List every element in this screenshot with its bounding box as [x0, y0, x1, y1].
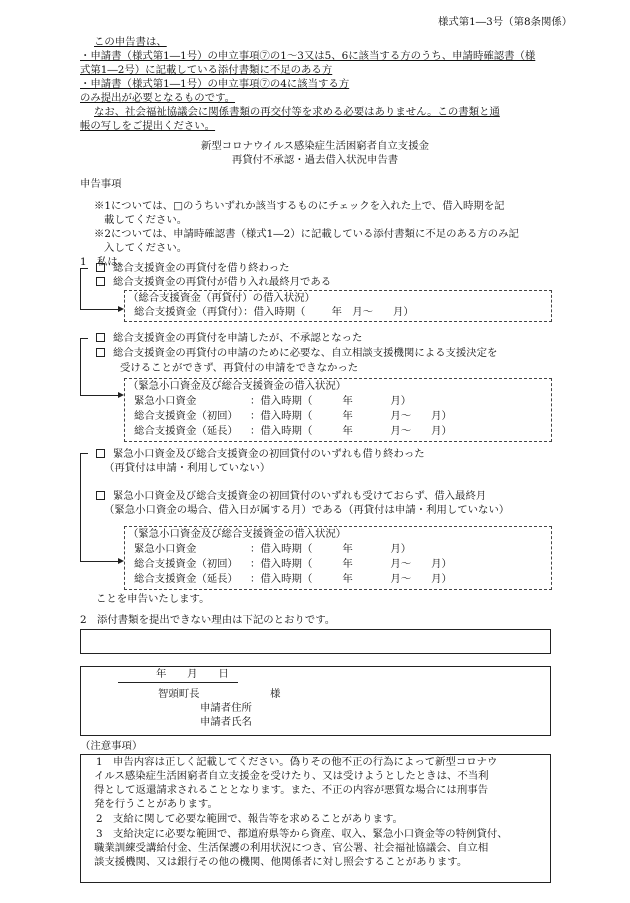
- applicant-name-label: 申請者氏名: [200, 716, 252, 728]
- note-2-cont: 入してください。: [104, 242, 188, 254]
- bracket-line: [80, 453, 81, 562]
- item-2-label: 2 添付書類を提出できない理由は下記のとおりです。: [80, 614, 336, 626]
- checkbox[interactable]: [96, 333, 105, 342]
- loan-row: 総合支援資金（初回） ：借入時期（ 年 月～ 月）: [134, 558, 452, 570]
- section-heading: 申告事項: [80, 178, 122, 190]
- document-subtitle: 再貸付不承認・過去借入状況申告書: [231, 154, 399, 166]
- option-label: 総合支援資金の再貸付を申請したが、不承認となった: [113, 332, 363, 344]
- note-1-cont: 載してください。: [104, 214, 188, 226]
- addressee: 智頭町長: [158, 688, 200, 700]
- note-1: ※1については、□のうちいずれか該当するものにチェックを入れた上で、借入時期を記: [94, 200, 505, 212]
- box-title: （総合支援資金（再貸付）の借入状況）: [128, 292, 316, 304]
- checkbox[interactable]: [96, 263, 105, 272]
- document-title: 新型コロナウイルス感染症生活困窮者自立支援金: [201, 140, 429, 152]
- loan-row: 総合支援資金（初回） ：借入時期（ 年 月～ 月）: [134, 410, 452, 422]
- intro-line: この申告書は、: [94, 36, 167, 48]
- loan-row: 総合支援資金（再貸付）：借入時期（ 年 月～ 月）: [134, 306, 414, 318]
- bracket-line: [80, 453, 88, 454]
- option-label: 総合支援資金の再貸付の申請のために必要な、自立相談支援機関による支援決定を: [113, 347, 498, 359]
- caution-line: 3 支給決定に必要な範囲で、都道府県等から資産、収入、緊急小口資金等の特例貸付、: [96, 828, 508, 840]
- signature-box: [80, 666, 551, 736]
- bracket-line: [80, 561, 118, 562]
- option-label-cont: （再貸付は申請・利用していない）: [104, 462, 271, 474]
- option-row[interactable]: [96, 448, 425, 462]
- intro-line: 式第1―2号）に記載している添付書類に不足のある方: [80, 64, 333, 76]
- option-row[interactable]: [96, 332, 362, 346]
- addressee-suffix: 様: [270, 688, 281, 700]
- caution-line: 発を行うことがあります。: [94, 798, 218, 810]
- bracket-line: [80, 268, 81, 310]
- intro-line: なお、社会福祉協議会に関係書類の再交付等を求める必要はありません。この書類と通: [94, 106, 500, 118]
- option-label-cont: （緊急小口資金の場合、借入日が属する月）である（再貸付は申請・利用していない）: [104, 504, 510, 516]
- intro-line: 帳の写しをご提出ください。: [80, 120, 216, 132]
- option-row[interactable]: [96, 490, 486, 504]
- option-row[interactable]: [96, 276, 331, 290]
- option-row[interactable]: [96, 347, 497, 361]
- bracket-line: [80, 309, 118, 310]
- option-label: 緊急小口資金及び総合支援資金の初回貸付のいずれも借り終わった: [113, 448, 425, 460]
- caution-line: 職業訓練受講給付金、生活保護の利用状況につき、官公署、社会福祉協議会、自立相: [94, 842, 489, 854]
- option-label: 総合支援資金の再貸付が借り入れ最終月である: [113, 276, 332, 288]
- checkbox[interactable]: [96, 277, 105, 286]
- caution-heading: （注意事項）: [80, 740, 143, 752]
- loan-row: 緊急小口資金 ：借入時期（ 年 月）: [134, 395, 412, 407]
- form-number: 様式第1―3号（第8条関係）: [438, 16, 573, 28]
- bracket-line: [80, 338, 81, 396]
- applicant-address-label: 申請者住所: [200, 702, 252, 714]
- caution-line: イルス感染症生活困窮者自立支援金を受けたり、又は受けようとしたときは、不当利: [94, 770, 489, 782]
- date-field[interactable]: 年 月 日: [156, 668, 229, 680]
- checkbox[interactable]: [96, 348, 105, 357]
- bracket-line: [80, 268, 88, 269]
- bracket-line: [80, 338, 88, 339]
- caution-line: 2 支給に関して必要な範囲で、報告等を求めることがあります。: [96, 813, 403, 825]
- intro-line: ・申請書（様式第1―1号）の申立事項⑦の1～3又は5、6に該当する方のうち、申請時確認書（様: [80, 50, 536, 62]
- loan-row: 総合支援資金（延長） ：借入時期（ 年 月～ 月）: [134, 425, 452, 437]
- option-label: 緊急小口資金及び総合支援資金の初回貸付のいずれも受けておらず、借入最終月: [113, 490, 487, 502]
- note-2: ※2については、申請時確認書（様式1―2）に記載している添付書類に不足のある方のみ記: [94, 228, 519, 240]
- checkbox[interactable]: [96, 491, 105, 500]
- option-row[interactable]: [96, 262, 290, 276]
- option-label-cont: 受けることができず、再貸付の申請をできなかった: [120, 362, 359, 374]
- intro-line: ・申請書（様式第1―1号）の申立事項⑦の4に該当する方: [80, 78, 350, 90]
- date-underline: [118, 682, 238, 683]
- declaration: ことを申告いたします。: [96, 593, 210, 605]
- item-1-label: 1 私は、: [80, 256, 129, 268]
- option-label: 総合支援資金の再貸付を借り終わった: [113, 262, 290, 274]
- loan-row: 緊急小口資金 ：借入時期（ 年 月）: [134, 543, 412, 555]
- loan-row: 総合支援資金（延長） ：借入時期（ 年 月～ 月）: [134, 573, 452, 585]
- caution-line: 得として返還請求されることとなります。また、不正の内容が悪質な場合には刑事告: [94, 784, 489, 796]
- checkbox[interactable]: [96, 449, 105, 458]
- box-title: （緊急小口資金及び総合支援資金の借入状況）: [128, 528, 347, 540]
- bracket-line: [80, 395, 118, 396]
- box-title: （緊急小口資金及び総合支援資金の借入状況）: [128, 380, 347, 392]
- caution-line: 1 申告内容は正しく記載してください。偽りその他不正の行為によって新型コロナウ: [96, 756, 498, 768]
- reason-input[interactable]: [80, 629, 551, 654]
- intro-line: のみ提出が必要となるものです。: [80, 92, 236, 104]
- caution-line: 談支援機関、又は銀行その他の機関、他関係者に対し照会することがあります。: [94, 856, 468, 868]
